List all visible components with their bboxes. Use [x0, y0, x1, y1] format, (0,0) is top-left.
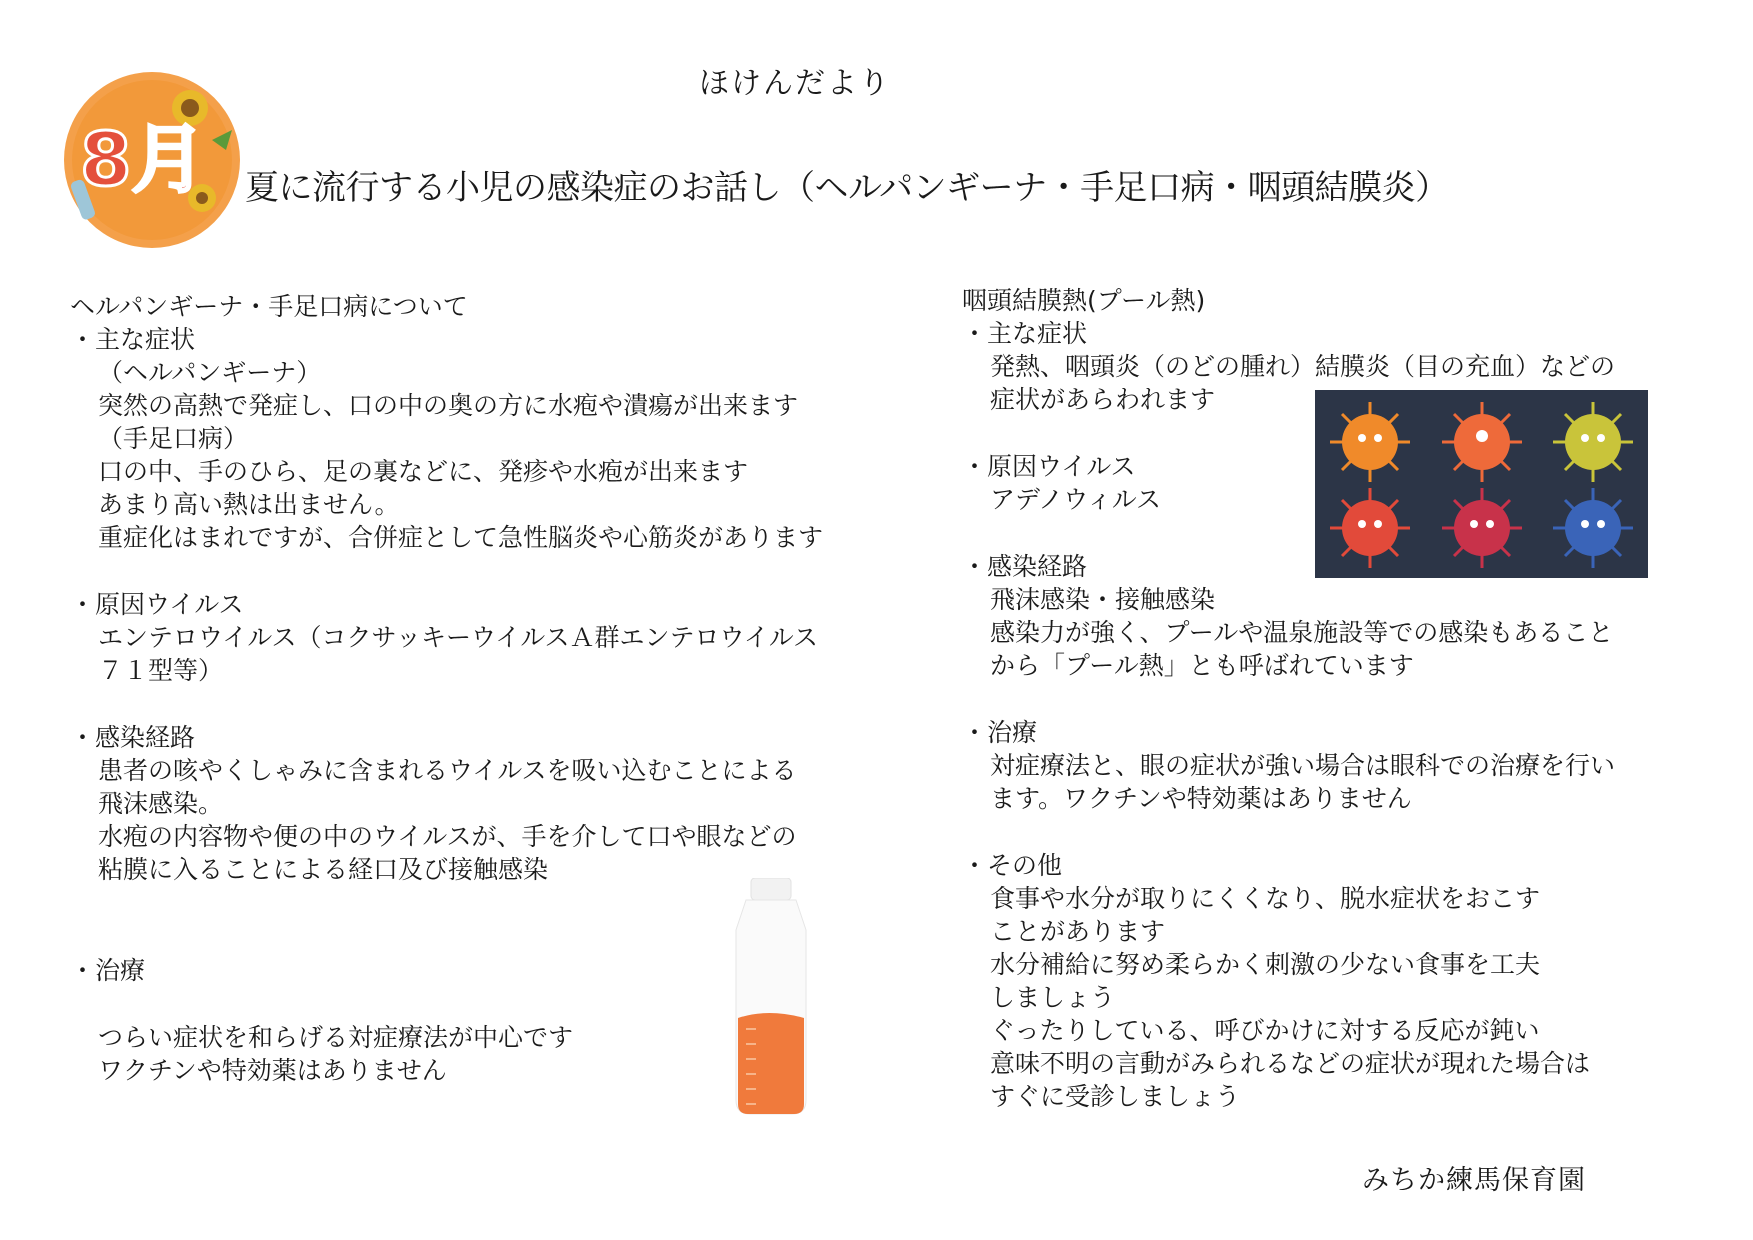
right-cause-line: アデノウィルス	[990, 485, 1162, 514]
month-badge	[62, 70, 242, 250]
month-badge-text: 8月	[80, 117, 206, 203]
left-treatment-line: ワクチンや特効薬はありません	[98, 1056, 447, 1085]
left-section-heading: ヘルパンギーナ・手足口病について	[70, 292, 468, 321]
left-symptoms-line: 口の中、手のひら、足の裏などに、発疹や水疱が出来ます	[98, 457, 749, 486]
right-other-line: ことがあります	[990, 917, 1166, 946]
right-treatment-line: 対症療法と、眼の症状が強い場合は眼科での治療を行い	[990, 751, 1616, 780]
left-route-title: ・感染経路	[70, 723, 196, 752]
left-symptoms-title: ・主な症状	[70, 325, 196, 354]
left-symptoms-line: （手足口病）	[98, 424, 249, 453]
right-symptoms-line: 発熱、咽頭炎（のどの腫れ）結膜炎（目の充血）などの	[990, 352, 1616, 381]
right-symptoms-line: 症状があらわれます	[990, 385, 1216, 414]
organization-name: みちか練馬保育園	[1362, 1165, 1586, 1196]
right-other-line: 意味不明の言動がみられるなどの症状が現れた場合は	[990, 1049, 1591, 1078]
right-other-line: すぐに受診しましょう	[990, 1082, 1241, 1111]
left-symptoms-line: あまり高い熱は出ません。	[98, 490, 400, 519]
left-route-line: 粘膜に入ることによる経口及び接触感染	[98, 855, 549, 884]
left-symptoms-line: 重症化はまれですが、合併症として急性脳炎や心筋炎があります	[98, 523, 824, 552]
right-treatment-title: ・治療	[962, 718, 1038, 747]
right-route-line: 飛沫感染・接触感染	[990, 585, 1216, 614]
bottle-icon	[716, 878, 826, 1118]
right-section-heading: 咽頭結膜熱(プール熱)	[962, 286, 1206, 315]
left-cause-title: ・原因ウイルス	[70, 590, 244, 619]
page-headline: 夏に流行する小児の感染症のお話し（ヘルパンギーナ・手足口病・咽頭結膜炎）	[245, 168, 1449, 208]
left-route-line: 水疱の内容物や便の中のウイルスが、手を介して口や眼などの	[98, 822, 797, 851]
right-column	[962, 284, 1615, 1113]
right-other-title: ・その他	[962, 851, 1063, 880]
right-other-line: 食事や水分が取りにくくなり、脱水症状をおこす	[990, 884, 1541, 913]
right-route-line: から「プール熱」とも呼ばれています	[990, 651, 1414, 680]
right-cause-title: ・原因ウイルス	[962, 452, 1136, 481]
right-route-title: ・感染経路	[962, 552, 1088, 581]
newsletter-title: ほけんだより	[699, 66, 891, 101]
left-symptoms-line: （ヘルパンギーナ）	[98, 358, 322, 387]
left-treatment-line: つらい症状を和らげる対症療法が中心です	[98, 1023, 574, 1052]
left-symptoms-line: 突然の高熱で発症し、口の中の奥の方に水疱や潰瘍が出来ます	[98, 391, 799, 420]
left-column	[70, 290, 823, 1087]
left-treatment-title: ・治療	[70, 956, 146, 985]
left-cause-line: ７１型等）	[98, 656, 224, 685]
right-treatment-line: ます。ワクチンや特効薬はありません	[990, 784, 1412, 813]
right-other-line: しましょう	[990, 983, 1116, 1012]
left-route-line: 飛沫感染。	[98, 789, 224, 818]
left-cause-line: エンテロウイルス（コクサッキーウイルスＡ群エンテロウイルス	[98, 623, 819, 652]
right-route-line: 感染力が強く、プールや温泉施設等での感染もあること	[990, 618, 1614, 647]
right-other-line: ぐったりしている、呼びかけに対する反応が鈍い	[990, 1016, 1540, 1045]
right-other-line: 水分補給に努め柔らかく刺激の少ない食事を工夫	[990, 950, 1541, 979]
right-symptoms-title: ・主な症状	[962, 319, 1088, 348]
left-route-line: 患者の咳やくしゃみに含まれるウイルスを吸い込むことによる	[98, 756, 797, 785]
